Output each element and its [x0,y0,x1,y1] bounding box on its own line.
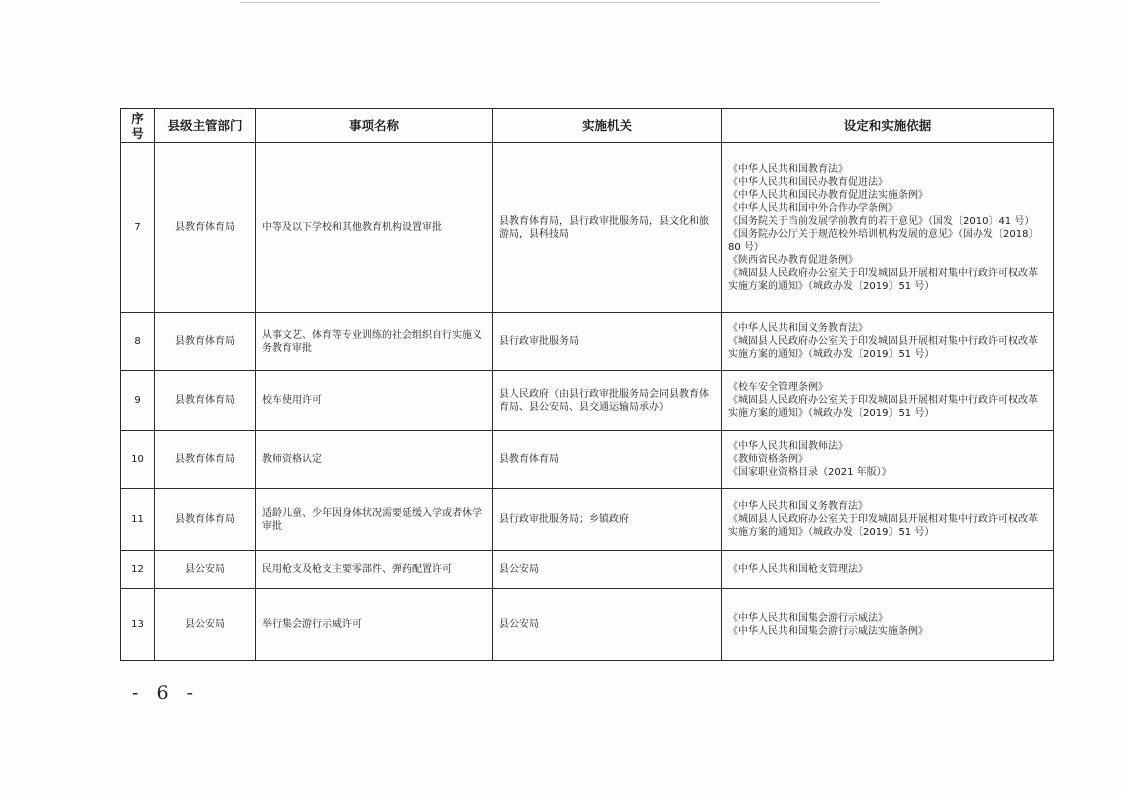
basis-reference: 《中华人民共和国教师法》 [728,441,848,452]
cell-agency: 县人民政府（由县行政审批服务局会同县教育体育局、县公安局、县交通运输局承办） [493,371,722,431]
header-serial-number: 序号 [121,109,155,143]
cell-serial-number: 13 [121,589,155,661]
cell-item-name: 举行集会游行示威许可 [256,589,493,661]
cell-serial-number: 10 [121,431,155,489]
basis-reference: 《中华人民共和国枪支管理法》 [728,564,868,575]
cell-department: 县教育体育局 [155,371,256,431]
table-row [121,431,1054,489]
basis-reference: 《中华人民共和国义务教育法》 [728,501,868,512]
header-agency: 实施机关 [493,109,722,143]
basis-reference: 《陕西省民办教育促进条例》 [728,254,858,266]
basis-reference: 《城固县人民政府办公室关于印发城固县开展相对集中行政许可权改革实施方案的通知》（城政办发〔2019〕51 号） [728,336,1038,360]
cell-serial-number: 9 [121,371,155,431]
basis-reference: 《中华人民共和国集会游行示威法》 [728,612,888,624]
basis-reference: 《城固县人民政府办公室关于印发城固县开展相对集中行政许可权改革实施方案的通知》（城政办发〔2019〕51 号） [728,267,1038,292]
basis-reference: 《中华人民共和国民办教育促进法实施条例》 [728,189,928,201]
administrative-license-table [120,108,1054,661]
cell-agency: 县行政审批服务局；乡镇政府 [493,489,722,551]
cell-basis [722,551,1054,589]
page-top-rule [240,2,880,3]
cell-serial-number: 11 [121,489,155,551]
cell-department: 县教育体育局 [155,489,256,551]
table-row [121,589,1054,661]
cell-agency: 县行政审批服务局 [493,313,722,371]
cell-item-name: 从事文艺、体育等专业训练的社会组织自行实施义务教育审批 [256,313,493,371]
page-number: - 6 - [132,682,200,704]
cell-agency: 县教育体育局 [493,431,722,489]
cell-basis [722,143,1054,313]
cell-item-name: 适龄儿童、少年因身体状况需要延缓入学或者休学审批 [256,489,493,551]
cell-serial-number: 12 [121,551,155,589]
table-row [121,143,1054,313]
cell-agency: 县公安局 [493,589,722,661]
table-row [121,489,1054,551]
basis-reference: 《城固县人民政府办公室关于印发城固县开展相对集中行政许可权改革实施方案的通知》（城政办发〔2019〕51 号） [728,514,1038,538]
cell-agency: 县公安局 [493,551,722,589]
basis-reference: 《教师资格条例》 [728,454,808,465]
basis-reference: 《城固县人民政府办公室关于印发城固县开展相对集中行政许可权改革实施方案的通知》（城政办发〔2019〕51 号） [728,395,1038,419]
cell-basis [722,589,1054,661]
table-row [121,371,1054,431]
cell-department: 县教育体育局 [155,313,256,371]
cell-basis [722,371,1054,431]
cell-basis [722,313,1054,371]
cell-department: 县教育体育局 [155,431,256,489]
cell-basis [722,489,1054,551]
cell-agency: 县教育体育局，县行政审批服务局，县文化和旅游局，县科技局 [493,143,722,313]
header-basis: 设定和实施依据 [722,109,1054,143]
table-row [121,313,1054,371]
basis-reference: 《中华人民共和国义务教育法》 [728,323,868,334]
basis-reference: 《校车安全管理条例》 [728,382,828,393]
cell-item-name: 校车使用许可 [256,371,493,431]
table-header-row [121,109,1054,143]
basis-reference: 《国家职业资格目录（2021 年版）》 [728,467,892,478]
basis-reference: 《国务院关于当前发展学前教育的若干意见》（国发〔2010〕41 号） [728,215,1035,227]
cell-department: 县公安局 [155,589,256,661]
basis-reference: 《中华人民共和国教育法》 [728,163,848,175]
cell-department: 县公安局 [155,551,256,589]
cell-item-name: 民用枪支及枪支主要零部件、弹药配置许可 [256,551,493,589]
table-row [121,551,1054,589]
table-body [121,143,1054,661]
basis-reference: 《中华人民共和国民办教育促进法》 [728,176,888,188]
basis-reference: 《中华人民共和国中外合作办学条例》 [728,202,898,214]
cell-basis [722,431,1054,489]
cell-item-name: 教师资格认定 [256,431,493,489]
cell-item-name: 中等及以下学校和其他教育机构设置审批 [256,143,493,313]
cell-department: 县教育体育局 [155,143,256,313]
cell-serial-number: 7 [121,143,155,313]
basis-reference: 《国务院办公厅关于规范校外培训机构发展的意见》（国办发〔2018〕80 号） [728,228,1039,253]
basis-reference: 《中华人民共和国集会游行示威法实施条例》 [728,625,928,637]
header-department: 县级主管部门 [155,109,256,143]
cell-serial-number: 8 [121,313,155,371]
header-item-name: 事项名称 [256,109,493,143]
